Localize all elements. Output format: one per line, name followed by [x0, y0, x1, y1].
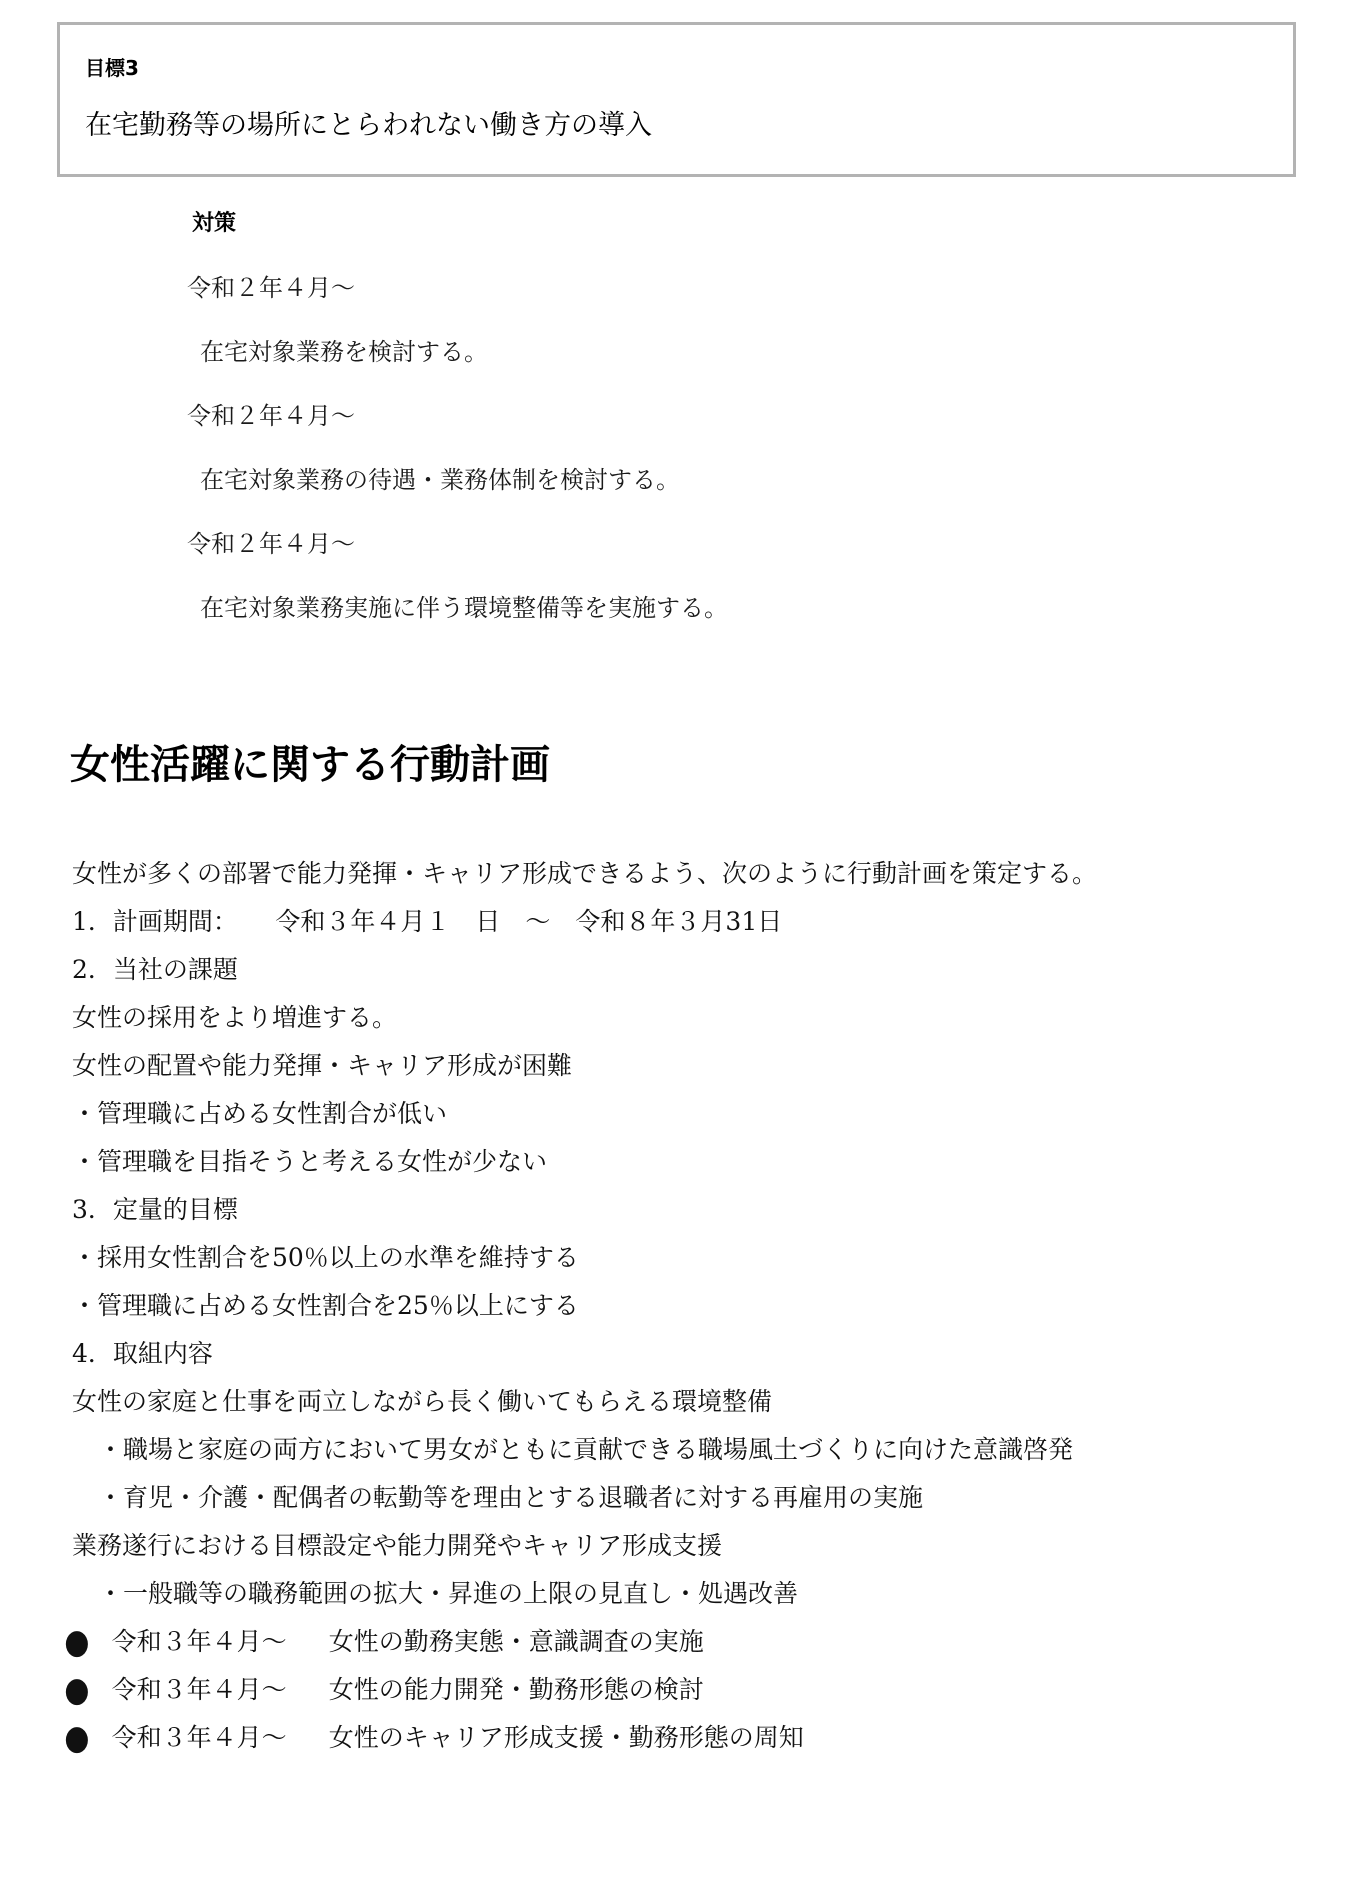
- milestone-text: 女性の勤務実態・意識調査の実施: [328, 1627, 704, 1656]
- goal-label: 目標3: [85, 56, 139, 80]
- milestone-period: 令和３年４月～: [111, 1675, 287, 1704]
- plan-line: 2．当社の課題: [72, 955, 238, 984]
- plan-line: 業務遂行における目標設定や能力開発やキャリア形成支援: [72, 1531, 723, 1560]
- goal-description: 在宅勤務等の場所にとらわれない働き方の導入: [85, 110, 652, 141]
- plan-line: 4．取組内容: [72, 1339, 213, 1368]
- bullet-dot-icon: ●: [64, 1622, 90, 1662]
- plan-line: ・管理職を目指そうと考える女性が少ない: [72, 1147, 548, 1176]
- plan-line: ・採用女性割合を50％以上の水準を維持する: [72, 1243, 579, 1272]
- milestone-row: [62, 1714, 1294, 1762]
- measures-heading: 対策: [192, 211, 237, 236]
- goal-box: [57, 22, 1296, 177]
- milestone-period: 令和３年４月～: [111, 1723, 287, 1752]
- plan-line: ・管理職に占める女性割合を25％以上にする: [72, 1291, 579, 1320]
- measure-period: 令和２年４月～: [187, 402, 355, 430]
- plan-line: 3．定量的目標: [72, 1195, 238, 1224]
- milestone-row: [62, 1618, 1294, 1666]
- plan-line: ・一般職等の職務範囲の拡大・昇進の上限の見直し・処遇改善: [98, 1579, 799, 1608]
- bullet-dot-icon: ●: [64, 1718, 90, 1758]
- plan-heading: 女性活躍に関する行動計画: [70, 742, 550, 788]
- measure-action: 在宅対象業務の待遇・業務体制を検討する。: [200, 466, 680, 494]
- plan-line: 女性の家庭と仕事を両立しながら長く働いてもらえる環境整備: [72, 1387, 773, 1416]
- measure-period: 令和２年４月～: [187, 530, 355, 558]
- bullet-dot-icon: ●: [64, 1670, 90, 1710]
- measure-action: 在宅対象業務を検討する。: [200, 338, 488, 366]
- measures-section: [187, 209, 1354, 623]
- plan-line: 女性の採用をより増進する。: [72, 1003, 398, 1032]
- measure-action: 在宅対象業務実施に伴う環境整備等を実施する。: [200, 594, 728, 622]
- plan-line: 女性の配置や能力発揮・キャリア形成が困難: [72, 1051, 573, 1080]
- document-page: [0, 22, 1354, 1894]
- plan-line: ・管理職に占める女性割合が低い: [72, 1099, 448, 1128]
- measure-period: 令和２年４月～: [187, 274, 355, 302]
- plan-intro: 女性が多くの部署で能力発揮・キャリア形成できるよう、次のように行動計画を策定する。: [72, 859, 1098, 888]
- plan-line: ・育児・介護・配偶者の転勤等を理由とする退職者に対する再雇用の実施: [98, 1483, 924, 1512]
- plan-line: ・職場と家庭の両方において男女がともに貢献できる職場風土づくりに向けた意識啓発: [98, 1435, 1074, 1464]
- plan-body: [64, 850, 1294, 1762]
- milestone-period: 令和３年４月～: [111, 1627, 287, 1656]
- milestone-text: 女性の能力開発・勤務形態の検討: [328, 1675, 704, 1704]
- milestone-row: [62, 1666, 1294, 1714]
- plan-line: 1．計画期間： 令和３年４月１ 日 ～ 令和８年３月31日: [72, 907, 783, 936]
- milestone-text: 女性のキャリア形成支援・勤務形態の周知: [328, 1723, 804, 1752]
